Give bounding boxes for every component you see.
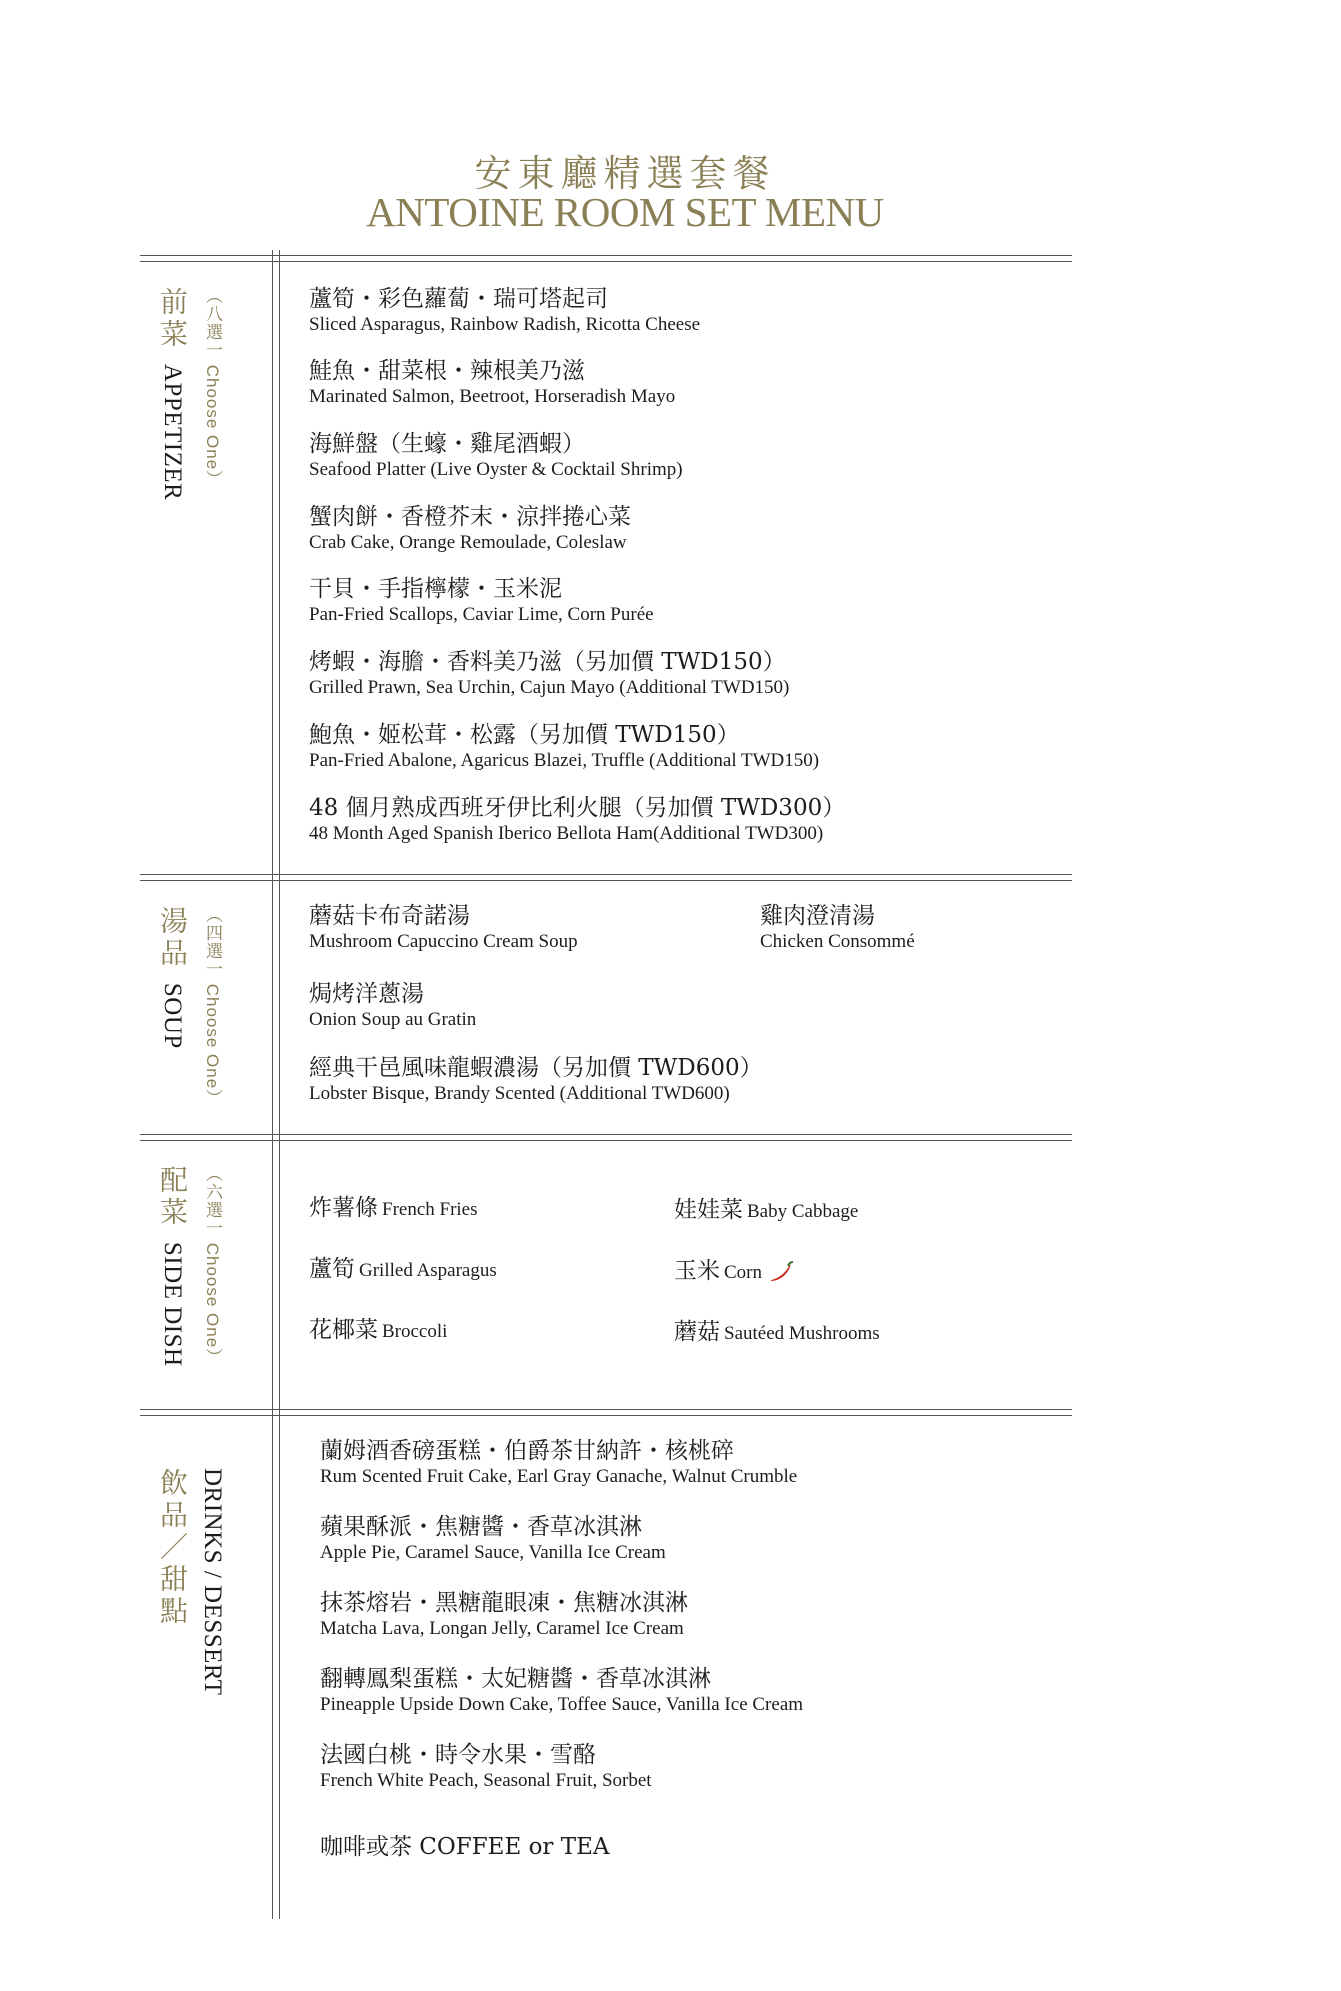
menu-item: 蘋果酥派・焦糖醬・香草冰淇淋 Apple Pie, Caramel Sauce, Vanilla Ice Cream (320, 1514, 666, 1563)
section-note-side-dish: （六選一 Choose One） (203, 1165, 222, 1367)
section-label-soup: 湯品 SOUP (156, 906, 189, 1049)
section-label-appetizer: 前菜 APPETIZER (156, 287, 189, 501)
side-dish-item: 蘑菇 Sautéed Mushrooms (674, 1319, 880, 1345)
chili-pepper-icon (768, 1261, 794, 1287)
side-dish-item: 娃娃菜 Baby Cabbage (674, 1197, 859, 1223)
menu-item: 經典干邑風味龍蝦濃湯（另加價 TWD600） Lobster Bisque, Brandy Scented (Additional TWD600) (309, 1055, 763, 1104)
menu-item: 烤蝦・海膽・香料美乃滋（另加價 TWD150） Grilled Prawn, Sea Urchin, Cajun Mayo (Additional TWD150) (309, 649, 790, 698)
side-dish-item: 玉米 Corn (674, 1258, 794, 1287)
menu-item: 鮭魚・甜菜根・辣根美乃滋 Marinated Salmon, Beetroot, Horseradish Mayo (309, 358, 676, 407)
side-dish-item: 炸薯條 French Fries (309, 1195, 478, 1221)
menu-item: 48 個月熟成西班牙伊比利火腿（另加價 TWD300） 48 Month Aged Spanish Iberico Bellota Ham(Additional TWD300) (309, 795, 846, 844)
section-label-dessert-english: DRINKS / DESSERT (199, 1468, 226, 1696)
menu-item: 鮑魚・姬松茸・松露（另加價 TWD150） Pan-Fried Abalone, Agaricus Blazei, Truffle (Additional TWD150) (309, 722, 820, 771)
menu-item: 蘭姆酒香磅蛋糕・伯爵茶甘納許・核桃碎 Rum Scented Fruit Cake, Earl Gray Ganache, Walnut Crumble (320, 1438, 798, 1487)
menu-item: 蟹肉餅・香橙芥末・涼拌捲心菜 Crab Cake, Orange Remoulade, Coleslaw (309, 504, 631, 553)
section-note-soup: （四選一 Choose One） (203, 906, 222, 1108)
menu-item: 雞肉澄清湯 Chicken Consommé (760, 903, 915, 952)
menu-item: 蘆筍・彩色蘿蔔・瑞可塔起司 Sliced Asparagus, Rainbow Radish, Ricotta Cheese (309, 286, 701, 335)
menu-title-english: ANTOINE ROOM SET MENU (366, 189, 884, 235)
menu-item: 翻轉鳳梨蛋糕・太妃糖醬・香草冰淇淋 Pineapple Upside Down Cake, Toffee Sauce, Vanilla Ice Cream (320, 1666, 804, 1715)
menu-item: 抹茶熔岩・黑糖龍眼凍・焦糖冰淇淋 Matcha Lava, Longan Jelly, Caramel Ice Cream (320, 1590, 688, 1639)
divider-vertical (272, 250, 280, 1919)
side-dish-item: 蘆筍 Grilled Asparagus (309, 1256, 497, 1282)
menu-item: 海鮮盤（生蠔・雞尾酒蝦） Seafood Platter (Live Oyster & Cocktail Shrimp) (309, 431, 683, 480)
menu-item: 焗烤洋蔥湯 Onion Soup au Gratin (309, 981, 477, 1030)
coffee-or-tea: 咖啡或茶 COFFEE or TEA (320, 1834, 610, 1860)
menu-item: 法國白桃・時令水果・雪酪 French White Peach, Seasonal Fruit, Sorbet (320, 1742, 652, 1791)
section-note-appetizer: （八選一 Choose One） (203, 287, 222, 489)
menu-item: 干貝・手指檸檬・玉米泥 Pan-Fried Scallops, Caviar Lime, Corn Purée (309, 576, 654, 625)
side-dish-item: 花椰菜 Broccoli (309, 1317, 448, 1343)
section-label-side-dish: 配菜 SIDE DISH (156, 1165, 189, 1367)
menu-title-chinese: 安東廳精選套餐 (474, 152, 776, 195)
section-label-dessert-chinese: 飲品／甜點 (156, 1468, 189, 1628)
menu-item: 蘑菇卡布奇諾湯 Mushroom Capuccino Cream Soup (309, 903, 578, 952)
